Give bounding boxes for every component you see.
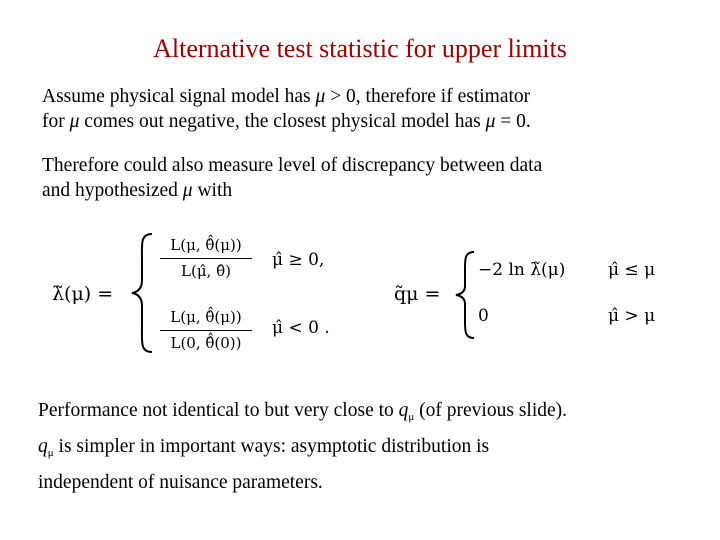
left-brace-icon [452,250,480,340]
fraction-denominator: L(μ̂, θ̂) [181,262,231,280]
paragraph-line [38,432,708,468]
mu-symbol: μ [485,111,496,132]
text: (of previous slide). [414,400,568,421]
mu-symbol: μ [182,180,193,201]
paragraph-line: Therefore could also measure level of discrepancy between data [42,155,543,176]
fraction-numerator: L(μ, θ̂̂(μ)) [170,308,242,326]
text: > 0, therefore if estimator [325,86,531,107]
subscript-mu: μ [408,411,415,423]
slide-title: Alternative test statistic for upper limits [153,34,567,63]
equation-lhs: λ̃(μ) = [52,283,114,305]
subscript-mu: μ [47,447,54,459]
text: comes out negative, the closest physical model has [79,111,486,132]
text: with [192,180,233,201]
text: is simpler in important ways: asymptotic distribution is [53,436,490,457]
q-symbol: q [38,436,48,457]
fraction-numerator: L(μ, θ̂̂(μ)) [170,236,242,254]
mu-symbol: μ [315,86,326,107]
q-symbol: q [398,400,409,421]
paragraph-line [38,396,708,432]
mu-symbol: μ [69,111,80,132]
paragraph-performance [38,396,708,498]
text: = 0. [495,111,531,132]
fraction-denominator: L(0, θ̂̂(0)) [170,334,242,352]
condition: μ̂ ≤ μ [608,260,656,280]
case-value: 0 [478,306,489,326]
condition: μ̂ < 0 . [272,318,330,338]
text: for [42,111,70,132]
condition: μ̂ ≥ 0, [272,250,325,270]
text: and hypothesized [42,180,183,201]
case-value: −2 ln λ̃(μ) [478,260,566,280]
equation-lhs: q̃μ = [394,283,441,305]
text: Assume physical signal model has [42,86,316,107]
text: Performance not identical to but very close to [38,400,399,421]
condition: μ̂ > μ [608,306,656,326]
paragraph-line: independent of nuisance parameters. [38,472,323,493]
